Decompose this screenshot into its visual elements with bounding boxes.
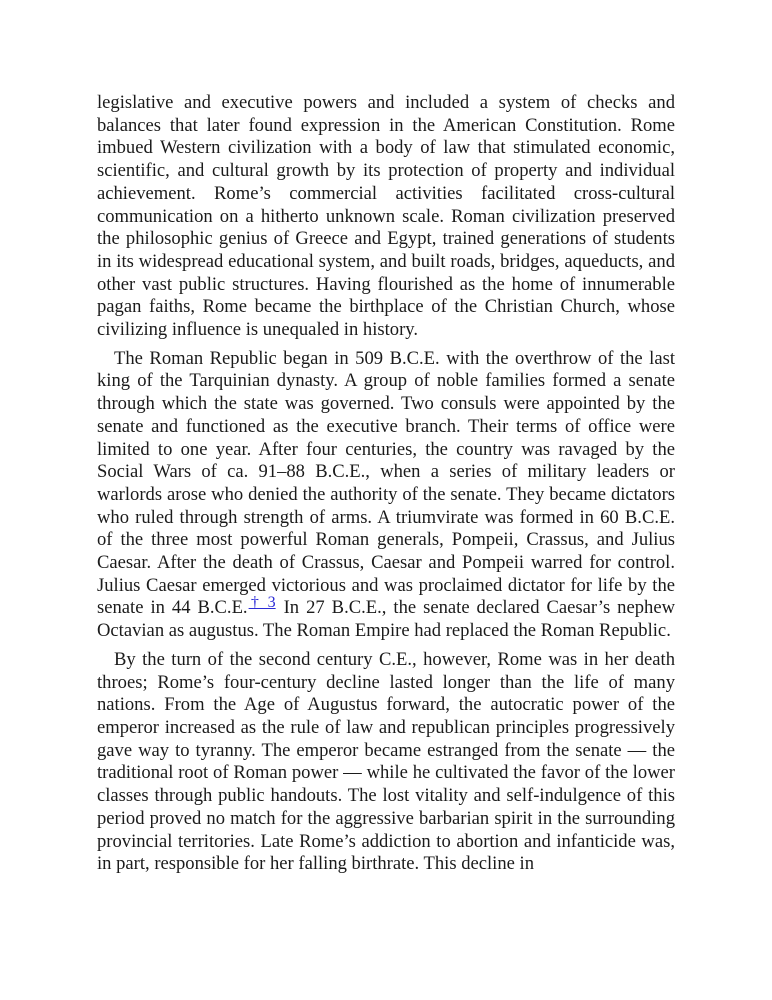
footnote-3-link[interactable]: † 3 (248, 594, 276, 612)
paragraph-2-text-after-note: In 27 B.C.E., the senate declared Caesar’s nephew Octavian as augustus. The Roman Empire had replaced the Roman Republic. (97, 597, 676, 642)
paragraph-3: By the turn of the second century C.E., however, Rome was in her death throes; Rome’s four-century decline lasted longer than the life of many nations. From the Age of Augustus forward, the autocratic power of the emperor increased as the rule of law and republican principles progressively gave way to tyranny. The emperor became estranged from the senate — the traditional root of Roman power — while he cultivated the favor of the lower classes through public handouts. The lost vitality and self-indulgence of this period proved no match for the aggressive barbarian spirit in the surrounding provincial territories. Late Rome’s addiction to abortion and infanticide was, in part, responsible for her falling birthrate. This decline in (97, 648, 675, 875)
paragraph-1: legislative and executive powers and included a system of checks and balances that later found expression in the American Constitution. Rome imbued Western civilization with a body of law that stimulated economic, scientific, and cultural growth by its protection of property and individual achievement. Rome’s commercial activities facilitated cross-cultural communication on a hitherto unknown scale. Roman civilization preserved the philosophic genius of Greece and Egypt, trained generations of students in its widespread educational system, and built roads, bridges, aqueducts, and other vast public structures. Having flourished as the home of innumerable pagan faiths, Rome became the birthplace of the Christian Church, whose civilizing influence is unequaled in history. (97, 92, 675, 341)
paragraph-2-text-before-note: The Roman Republic began in 509 B.C.E. with the overthrow of the last king of the Tarquinian dynasty. A group of noble families formed a senate through which the state was governed. Two consuls were appointed by the senate and functioned as the executive branch. Their terms of office were limited to one year. After four centuries, the country was ravaged by the Social Wars of ca. 91–88 B.C.E., when a series of military leaders or warlords arose who denied the authority of the senate. They became dictators who ruled through strength of arms. A triumvirate was formed in 60 B.C.E. of the three most powerful Roman generals, Pompeii, Crassus, and Julius Caesar. After the death of Crassus, Caesar and Pompeii warred for control. Julius Caesar emerged victorious and was proclaimed dictator for life by the senate in 44 B.C.E. (97, 347, 675, 619)
paragraph-2 (97, 348, 675, 643)
document-page (97, 92, 675, 876)
